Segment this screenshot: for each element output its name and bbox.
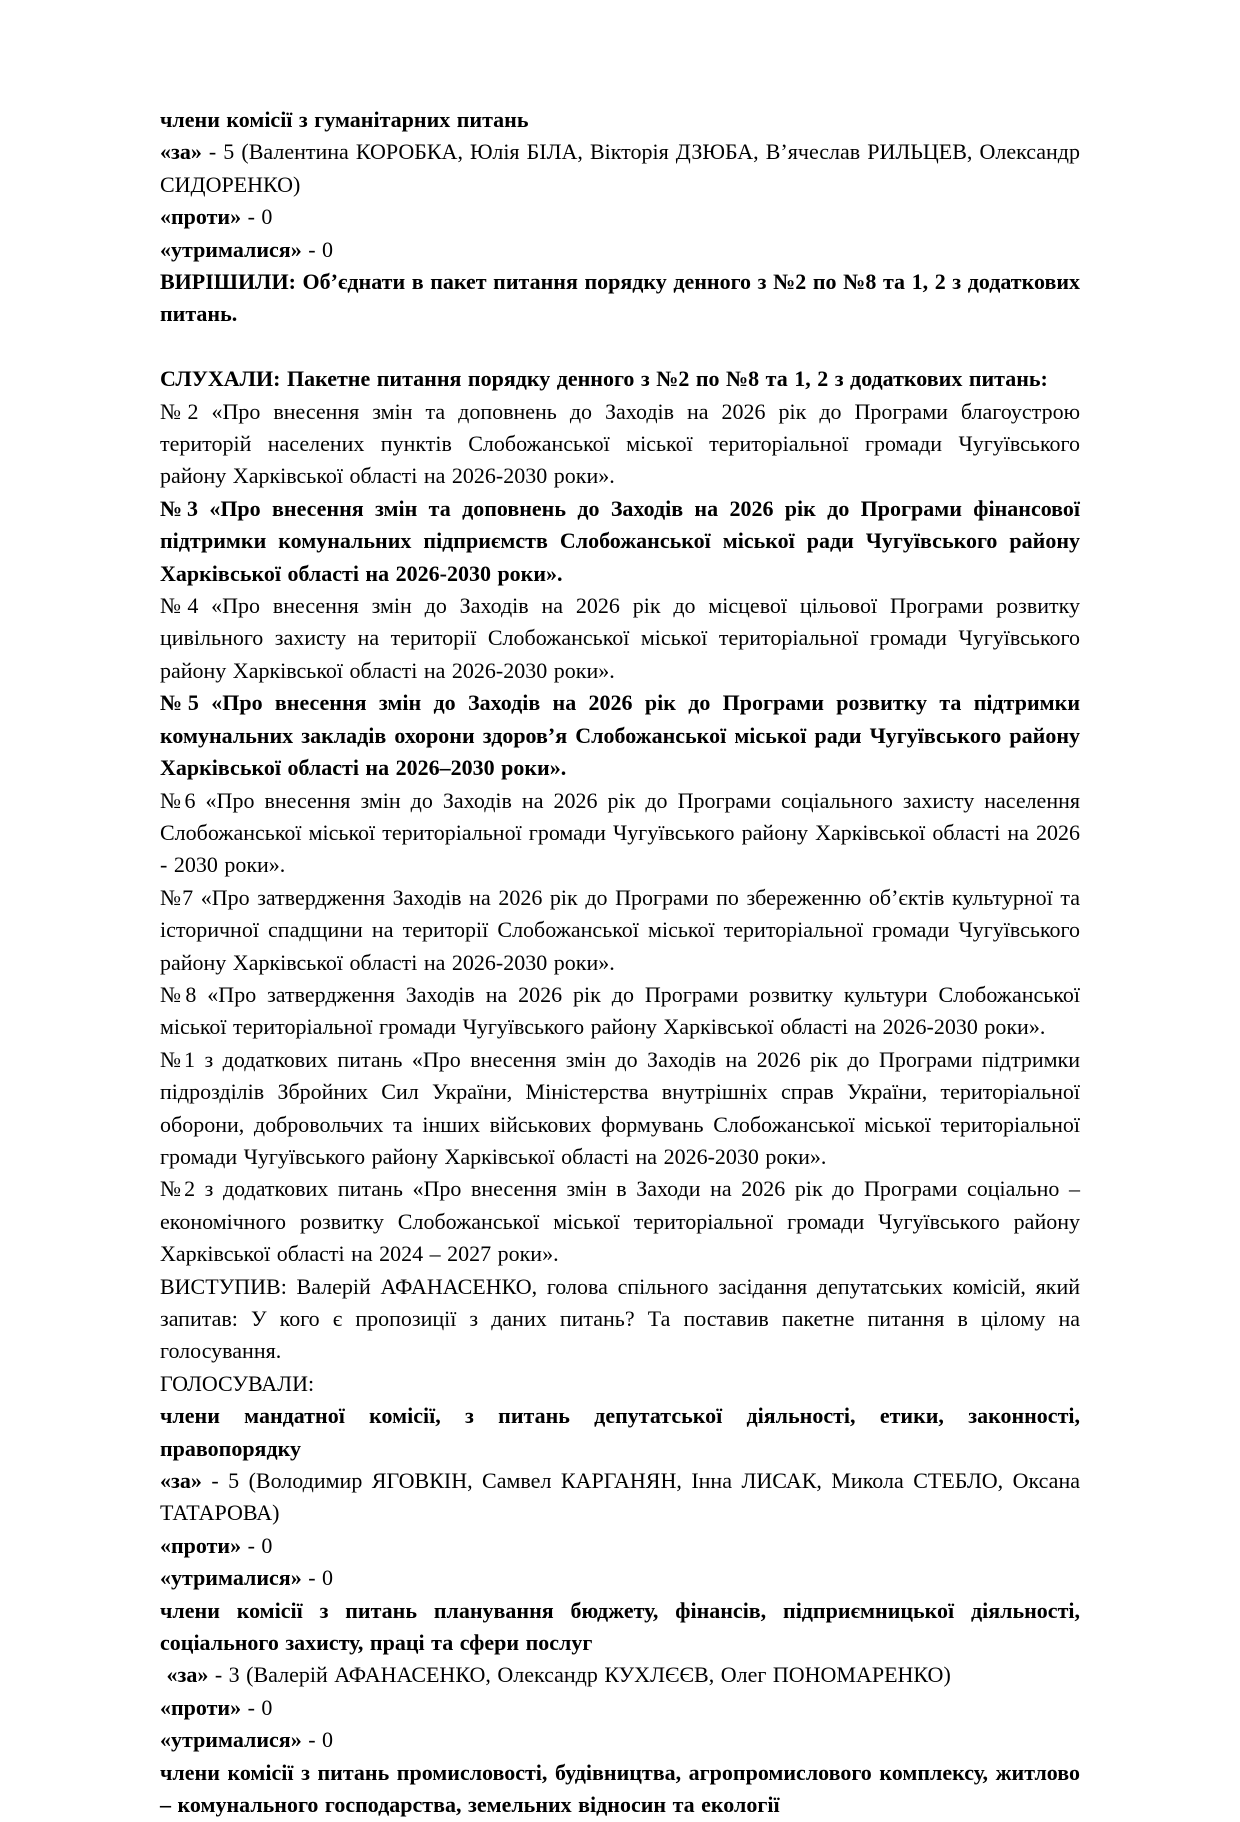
text-run: №2 «Про внесення змін та доповнень до Заходів на 2026 рік до Програми благоустрою територій населених пунктів Слобожанської міської територіальної громади Чугуївського району Харківської області на 2026-2030 роки». bbox=[160, 398, 1080, 489]
bold-text-run: «за» bbox=[166, 1662, 209, 1688]
text-run: - 0 bbox=[301, 1565, 334, 1591]
bold-text-run: «за» bbox=[160, 139, 202, 165]
vote-utrymalysia-mandate bbox=[160, 1562, 1080, 1594]
text-run: №8 «Про затвердження Заходів на 2026 рік до Програми розвитку культури Слобожанської міської територіальної громади Чугуївського району Харківської області на 2026-2030 роки». bbox=[160, 981, 1080, 1040]
vote-za-humanitarian bbox=[160, 136, 1080, 201]
agenda-item-additional-2 bbox=[160, 1173, 1080, 1270]
agenda-item-4 bbox=[160, 590, 1080, 687]
text-run: ГОЛОСУВАЛИ: bbox=[160, 1370, 315, 1396]
text-run: - 0 bbox=[301, 236, 334, 262]
bold-text-run: «проти» bbox=[160, 204, 242, 230]
bold-text-run: «проти» bbox=[160, 1532, 242, 1558]
vote-proty-mandate bbox=[160, 1530, 1080, 1562]
vote-za-mandate bbox=[160, 1465, 1080, 1530]
bold-text-run: ВИРІШИЛИ: Об’єднати в пакет питання порядку денного з №2 по №8 та 1, 2 з додаткових питань. bbox=[160, 269, 1080, 327]
blank-line bbox=[160, 331, 1080, 363]
text-run: - 0 bbox=[241, 1532, 273, 1558]
agenda-item-6 bbox=[160, 785, 1080, 882]
vote-proty-budget bbox=[160, 1692, 1080, 1724]
text-run: - 5 (Володимир ЯГОВКІН, Самвел КАРГАНЯН, Інна ЛИСАК, Микола СТЕБЛО, Оксана ТАТАРОВА) bbox=[160, 1468, 1080, 1526]
agenda-item-3 bbox=[160, 493, 1080, 590]
text-run: - 0 bbox=[241, 204, 273, 230]
bold-text-run: «утрималися» bbox=[160, 1727, 302, 1753]
heading-slukhaly bbox=[160, 363, 1080, 395]
text-run: №4 «Про внесення змін до Заходів на 2026 рік до місцевої цільової Програми розвитку цивільного захисту на території Слобожанської міської територіальної громади Чугуївського району Харківської області на 2026-2030 роки». bbox=[160, 593, 1080, 683]
commission-members-humanitarian bbox=[160, 104, 1080, 136]
bold-text-run: члени комісії з питань промисловості, будівництва, агропромислового комплексу, житлово – комунального господарства, земельних відносин та екології bbox=[160, 1759, 1080, 1818]
text-run: №2 з додаткових питань «Про внесення змін в Заходи на 2026 рік до Програми соціально – економічного розвитку Слобожанської міської територіальної громади Чугуївського району Харківської області на 2024 – 2027 роки». bbox=[160, 1176, 1080, 1267]
text-run: - 0 bbox=[241, 1694, 273, 1720]
agenda-item-additional-1 bbox=[160, 1044, 1080, 1174]
document-body bbox=[160, 104, 1080, 1822]
text-run: ВИСТУПИВ: Валерій АФАНАСЕНКО, голова спільного засідання депутатських комісій, який запитав: У кого є пропозиції з даних питань? Та поставив пакетне питання в цілому на голосування. bbox=[160, 1273, 1080, 1364]
vote-za-budget bbox=[160, 1659, 1080, 1691]
agenda-item-5 bbox=[160, 687, 1080, 784]
decision-vyrishyly bbox=[160, 266, 1080, 331]
text-run: №1 з додаткових питань «Про внесення змін до Заходів на 2026 рік до Програми підтримки підрозділів Збройних Сил України, Міністерства внутрішніх справ України, територіальної оборони, добровольчих та інших військових формувань Слобожанської міської територіальної громади Чугуївського району Харківської області на 2026-2030 роки». bbox=[160, 1046, 1080, 1169]
text-run: - 0 bbox=[301, 1727, 334, 1753]
text-run: - 5 (Валентина КОРОБКА, Юлія БІЛА, Вікторія ДЗЮБА, В’ячеслав РИЛЬЦЕВ, Олександр СИДОРЕНКО) bbox=[160, 139, 1080, 197]
commission-members-mandate bbox=[160, 1400, 1080, 1465]
bold-text-run: члени комісії з питань планування бюджету, фінансів, підприємницької діяльності, соціального захисту, праці та сфери послуг bbox=[160, 1597, 1080, 1656]
text-run: №6 «Про внесення змін до Заходів на 2026 рік до Програми соціального захисту населення Слобожанської міської територіальної громади Чугуївського району Харківської області на 2026 - 2030 роки». bbox=[160, 787, 1080, 878]
agenda-item-2 bbox=[160, 396, 1080, 493]
bold-text-run: «проти» bbox=[160, 1694, 242, 1720]
agenda-item-8 bbox=[160, 979, 1080, 1044]
speech-vystupyv bbox=[160, 1271, 1080, 1368]
bold-text-run: члени мандатної комісії, з питань депутатської діяльності, етики, законності, правопорядку bbox=[160, 1403, 1080, 1461]
commission-members-budget bbox=[160, 1595, 1080, 1660]
bold-text-run: СЛУХАЛИ: Пакетне питання порядку денного з №2 по №8 та 1, 2 з додаткових питань: bbox=[160, 366, 1048, 392]
text-run: - 3 (Валерій АФАНАСЕНКО, Олександр КУХЛЄЄВ, Олег ПОНОМАРЕНКО) bbox=[208, 1662, 951, 1688]
agenda-item-7 bbox=[160, 882, 1080, 979]
commission-members-industry bbox=[160, 1757, 1080, 1822]
vote-utrymalysia-humanitarian bbox=[160, 234, 1080, 266]
vote-utrymalysia-budget bbox=[160, 1724, 1080, 1756]
heading-holosuvaly bbox=[160, 1368, 1080, 1400]
bold-text-run: «утрималися» bbox=[160, 236, 302, 262]
bold-text-run: №5 «Про внесення змін до Заходів на 2026 рік до Програми розвитку та підтримки комунальних закладів охорони здоров’я Слобожанської міської ради Чугуївського району Харківської області на 2026–2030 роки». bbox=[160, 690, 1080, 781]
bold-text-run: «за» bbox=[160, 1468, 202, 1494]
bold-text-run: №3 «Про внесення змін та доповнень до Заходів на 2026 рік до Програми фінансової підтримки комунальних підприємств Слобожанської міської ради Чугуївського району Харківської області на 2026-2030 роки». bbox=[160, 495, 1080, 586]
bold-text-run: «утрималися» bbox=[160, 1565, 302, 1591]
text-run: №7 «Про затвердження Заходів на 2026 рік до Програми по збереженню об’єктів культурної та історичної спадщини на території Слобожанської міської територіальної громади Чугуївського району Харківської області на 2026-2030 роки». bbox=[160, 884, 1080, 975]
vote-proty-humanitarian bbox=[160, 201, 1080, 233]
bold-text-run: члени комісії з гуманітарних питань bbox=[160, 107, 529, 132]
